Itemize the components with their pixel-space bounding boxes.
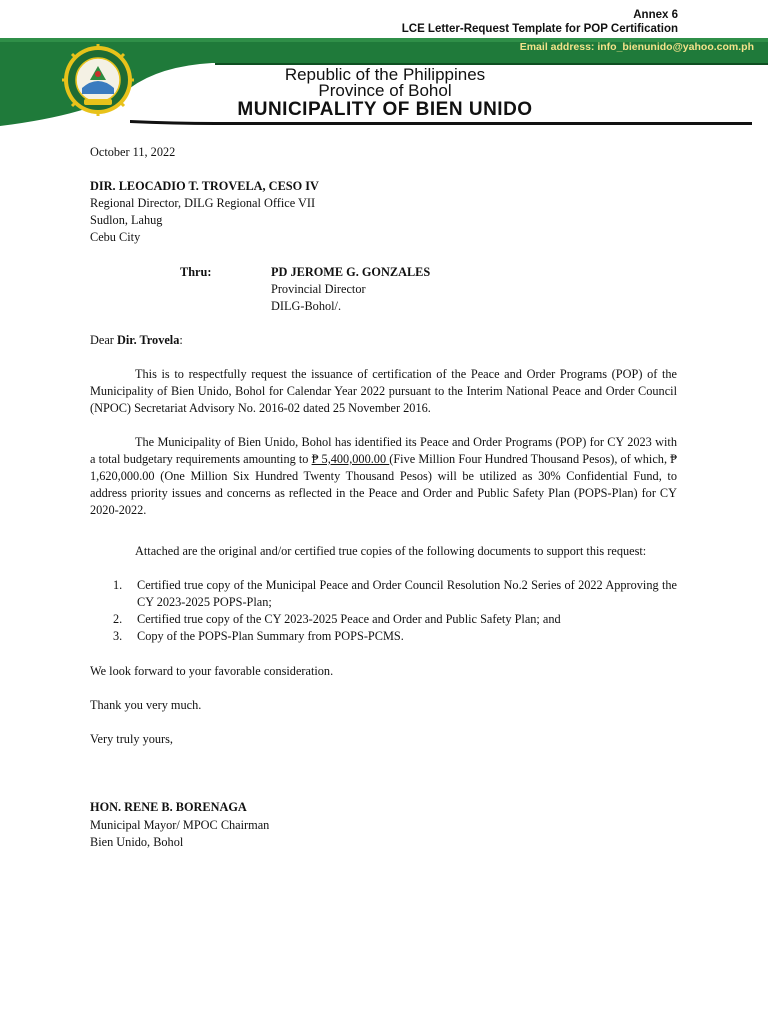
annex-number: Annex 6: [633, 9, 678, 21]
closing-valediction: Very truly yours,: [90, 732, 173, 746]
salutation: [90, 332, 183, 349]
thru-name: PD JEROME G. GONZALES: [271, 265, 431, 279]
recipient-address-1: Sudlon, Lahug: [90, 213, 163, 227]
signatory-title: Municipal Mayor/ MPOC Chairman: [90, 818, 270, 832]
list-item-number: 2.: [113, 612, 123, 626]
list-item-number: 3.: [113, 629, 123, 643]
budget-text-c: (One Million Six Hundred Twenty Thousand Pesos) will be utilized as 30% Confidential Fund, to address priority issues and concerns as reflected in the Peace and Order and Public Safety Plan (POPS-Plan) for CY 2020-2022.: [90, 469, 677, 517]
budget-text-b: (Five Million Four Hundred Thousand Pesos), of which,: [389, 452, 671, 466]
letter-date: October 11, 2022: [90, 145, 176, 159]
paragraph-attachments: Attached are the original and/or certified true copies of the following documents to support this request:: [135, 544, 647, 558]
annex-title: LCE Letter-Request Template for POP Certification: [401, 23, 678, 35]
paragraph-budget: [90, 434, 677, 519]
recipient-title: Regional Director, DILG Regional Office VII: [90, 196, 316, 210]
budget-text-a: The Municipality of Bien Unido, Bohol has identified its Peace and Order Programs (POP) for CY 2023 with a total budgetary requirements amounting to: [90, 435, 677, 466]
budget-amount-total: ₱ 5,400,000.00: [311, 452, 390, 466]
thru-office: DILG-Bohol/.: [271, 299, 342, 313]
signatory-name: HON. RENE B. BORENAGA: [90, 800, 247, 814]
budget-amount-confidential: ₱ 1,620,000.00: [90, 452, 677, 483]
annex-label: [402, 8, 678, 36]
letterhead-republic: Republic of the Philippines: [284, 65, 486, 84]
list-item: Copy of the POPS-Plan Summary from POPS-PCMS.: [137, 629, 404, 643]
list-item-number: 1.: [113, 578, 123, 592]
closing-consideration: We look forward to your favorable consideration.: [90, 664, 334, 678]
letterhead-title: [220, 67, 550, 121]
list-item: Certified true copy of the CY 2023-2025 Peace and Order and Public Safety Plan; and: [137, 612, 561, 626]
letterhead-municipality: MUNICIPALITY OF BIEN UNIDO: [237, 99, 533, 120]
closing-thanks: Thank you very much.: [90, 698, 202, 712]
salutation-suffix: :: [179, 333, 183, 347]
salutation-prefix: Dear: [90, 333, 117, 347]
email-address: Email address: info_bienunido@yahoo.com.ph: [519, 41, 754, 53]
salutation-name: Dir. Trovela: [116, 333, 180, 347]
thru-label: Thru:: [180, 265, 212, 279]
recipient-name: DIR. LEOCADIO T. TROVELA, CESO IV: [90, 179, 319, 193]
letterhead-province: Province of Bohol: [318, 81, 452, 100]
list-item: Certified true copy of the Municipal Peace and Order Council Resolution No.2 Series of 2022 Approving the CY 2023-2025 POPS-Plan;: [137, 578, 677, 609]
recipient-address-2: Cebu City: [90, 230, 141, 244]
paragraph-request: This is to respectfully request the issuance of certification of the Peace and Order Programs (POP) of the Municipality of Bien Unido, Bohol for Calendar Year 2022 pursuant to the Interim National Peace and Order Council (NPOC) Secretariat Advisory No. 2016-02 dated 25 November 2016.: [90, 367, 677, 415]
thru-title: Provincial Director: [271, 282, 366, 296]
municipal-seal-icon: [62, 44, 134, 116]
signatory-location: Bien Unido, Bohol: [90, 835, 184, 849]
